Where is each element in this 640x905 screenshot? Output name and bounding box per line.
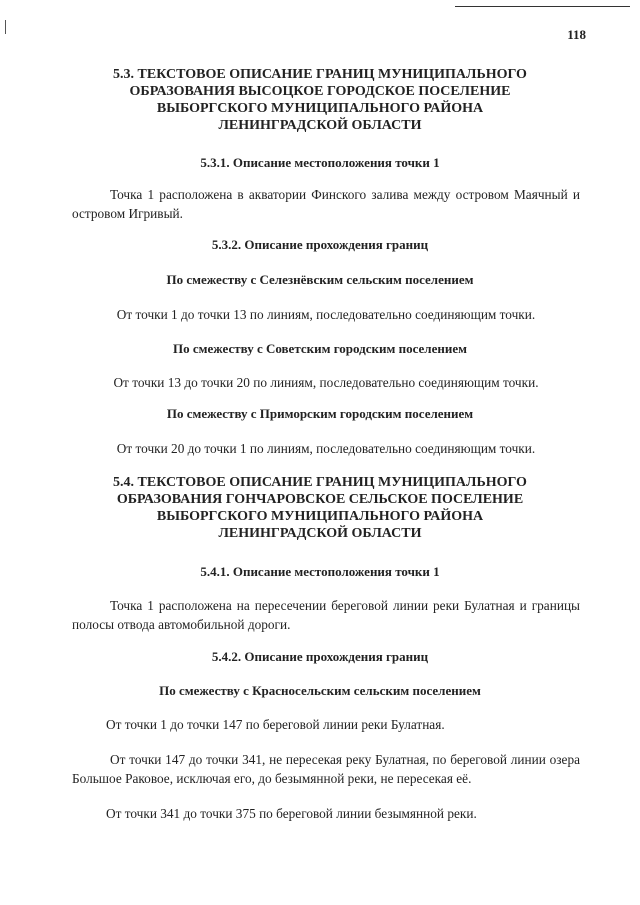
title-line: ОБРАЗОВАНИЯ ГОНЧАРОВСКОЕ СЕЛЬСКОЕ ПОСЕЛЕНИЕ <box>116 492 524 507</box>
subsection-heading: 5.3.2. Описание прохождения границ <box>211 237 429 252</box>
subsection-heading: 5.3.1. Описание местоположения точки 1 <box>200 155 440 170</box>
paragraph: От точки 20 до точки 1 по линиям, последовательно соединяющим точки. <box>116 441 536 456</box>
title-line: ОБРАЗОВАНИЯ ВЫСОЦКОЕ ГОРОДСКОЕ ПОСЕЛЕНИЕ <box>129 84 511 99</box>
paragraph: От точки 13 до точки 20 по линиям, последовательно соединяющим точки. <box>113 375 539 390</box>
adjacency-heading: По смежеству с Приморским городским поселением <box>166 406 474 421</box>
title-line: ВЫБОРГСКОГО МУНИЦИПАЛЬНОГО РАЙОНА <box>156 101 484 116</box>
scan-edge-mark <box>5 20 6 34</box>
subsection-heading: 5.4.2. Описание прохождения границ <box>211 649 429 664</box>
adjacency-heading: По смежеству с Селезнёвским сельским поселением <box>166 272 474 287</box>
paragraph: От точки 147 до точки 341, не пересекая реку Булатная, по береговой линии озера Большое Раковое, исключая его, до безымянной реки, не пересекая её. <box>72 752 580 786</box>
title-line: 5.3. ТЕКСТОВОЕ ОПИСАНИЕ ГРАНИЦ МУНИЦИПАЛЬНОГО <box>113 67 527 82</box>
paragraph: Точка 1 расположена на пересечении береговой линии реки Булатная и границы полосы отвода автомобильной дороги. <box>72 598 580 632</box>
title-line: 5.4. ТЕКСТОВОЕ ОПИСАНИЕ ГРАНИЦ МУНИЦИПАЛЬНОГО <box>113 475 527 490</box>
adjacency-heading: По смежеству с Советским городским поселением <box>173 341 467 356</box>
paragraph: От точки 1 до точки 147 по береговой линии реки Булатная. <box>106 717 445 732</box>
page-number: 118 <box>567 27 586 42</box>
section-title <box>60 474 580 542</box>
paragraph: Точка 1 расположена в акватории Финского залива между островом Маячный и островом Игривый. <box>72 187 580 221</box>
section-title <box>60 66 580 134</box>
paragraph: От точки 341 до точки 375 по береговой линии безымянной реки. <box>106 806 477 821</box>
subsection-heading: 5.4.1. Описание местоположения точки 1 <box>200 564 440 579</box>
scan-edge-line <box>455 6 630 7</box>
title-line: ЛЕНИНГРАДСКОЙ ОБЛАСТИ <box>218 118 422 133</box>
title-line: ЛЕНИНГРАДСКОЙ ОБЛАСТИ <box>218 526 422 541</box>
title-line: ВЫБОРГСКОГО МУНИЦИПАЛЬНОГО РАЙОНА <box>156 509 484 524</box>
paragraph: От точки 1 до точки 13 по линиям, последовательно соединяющим точки. <box>116 307 536 322</box>
adjacency-heading: По смежеству с Красносельским сельским поселением <box>159 683 481 698</box>
